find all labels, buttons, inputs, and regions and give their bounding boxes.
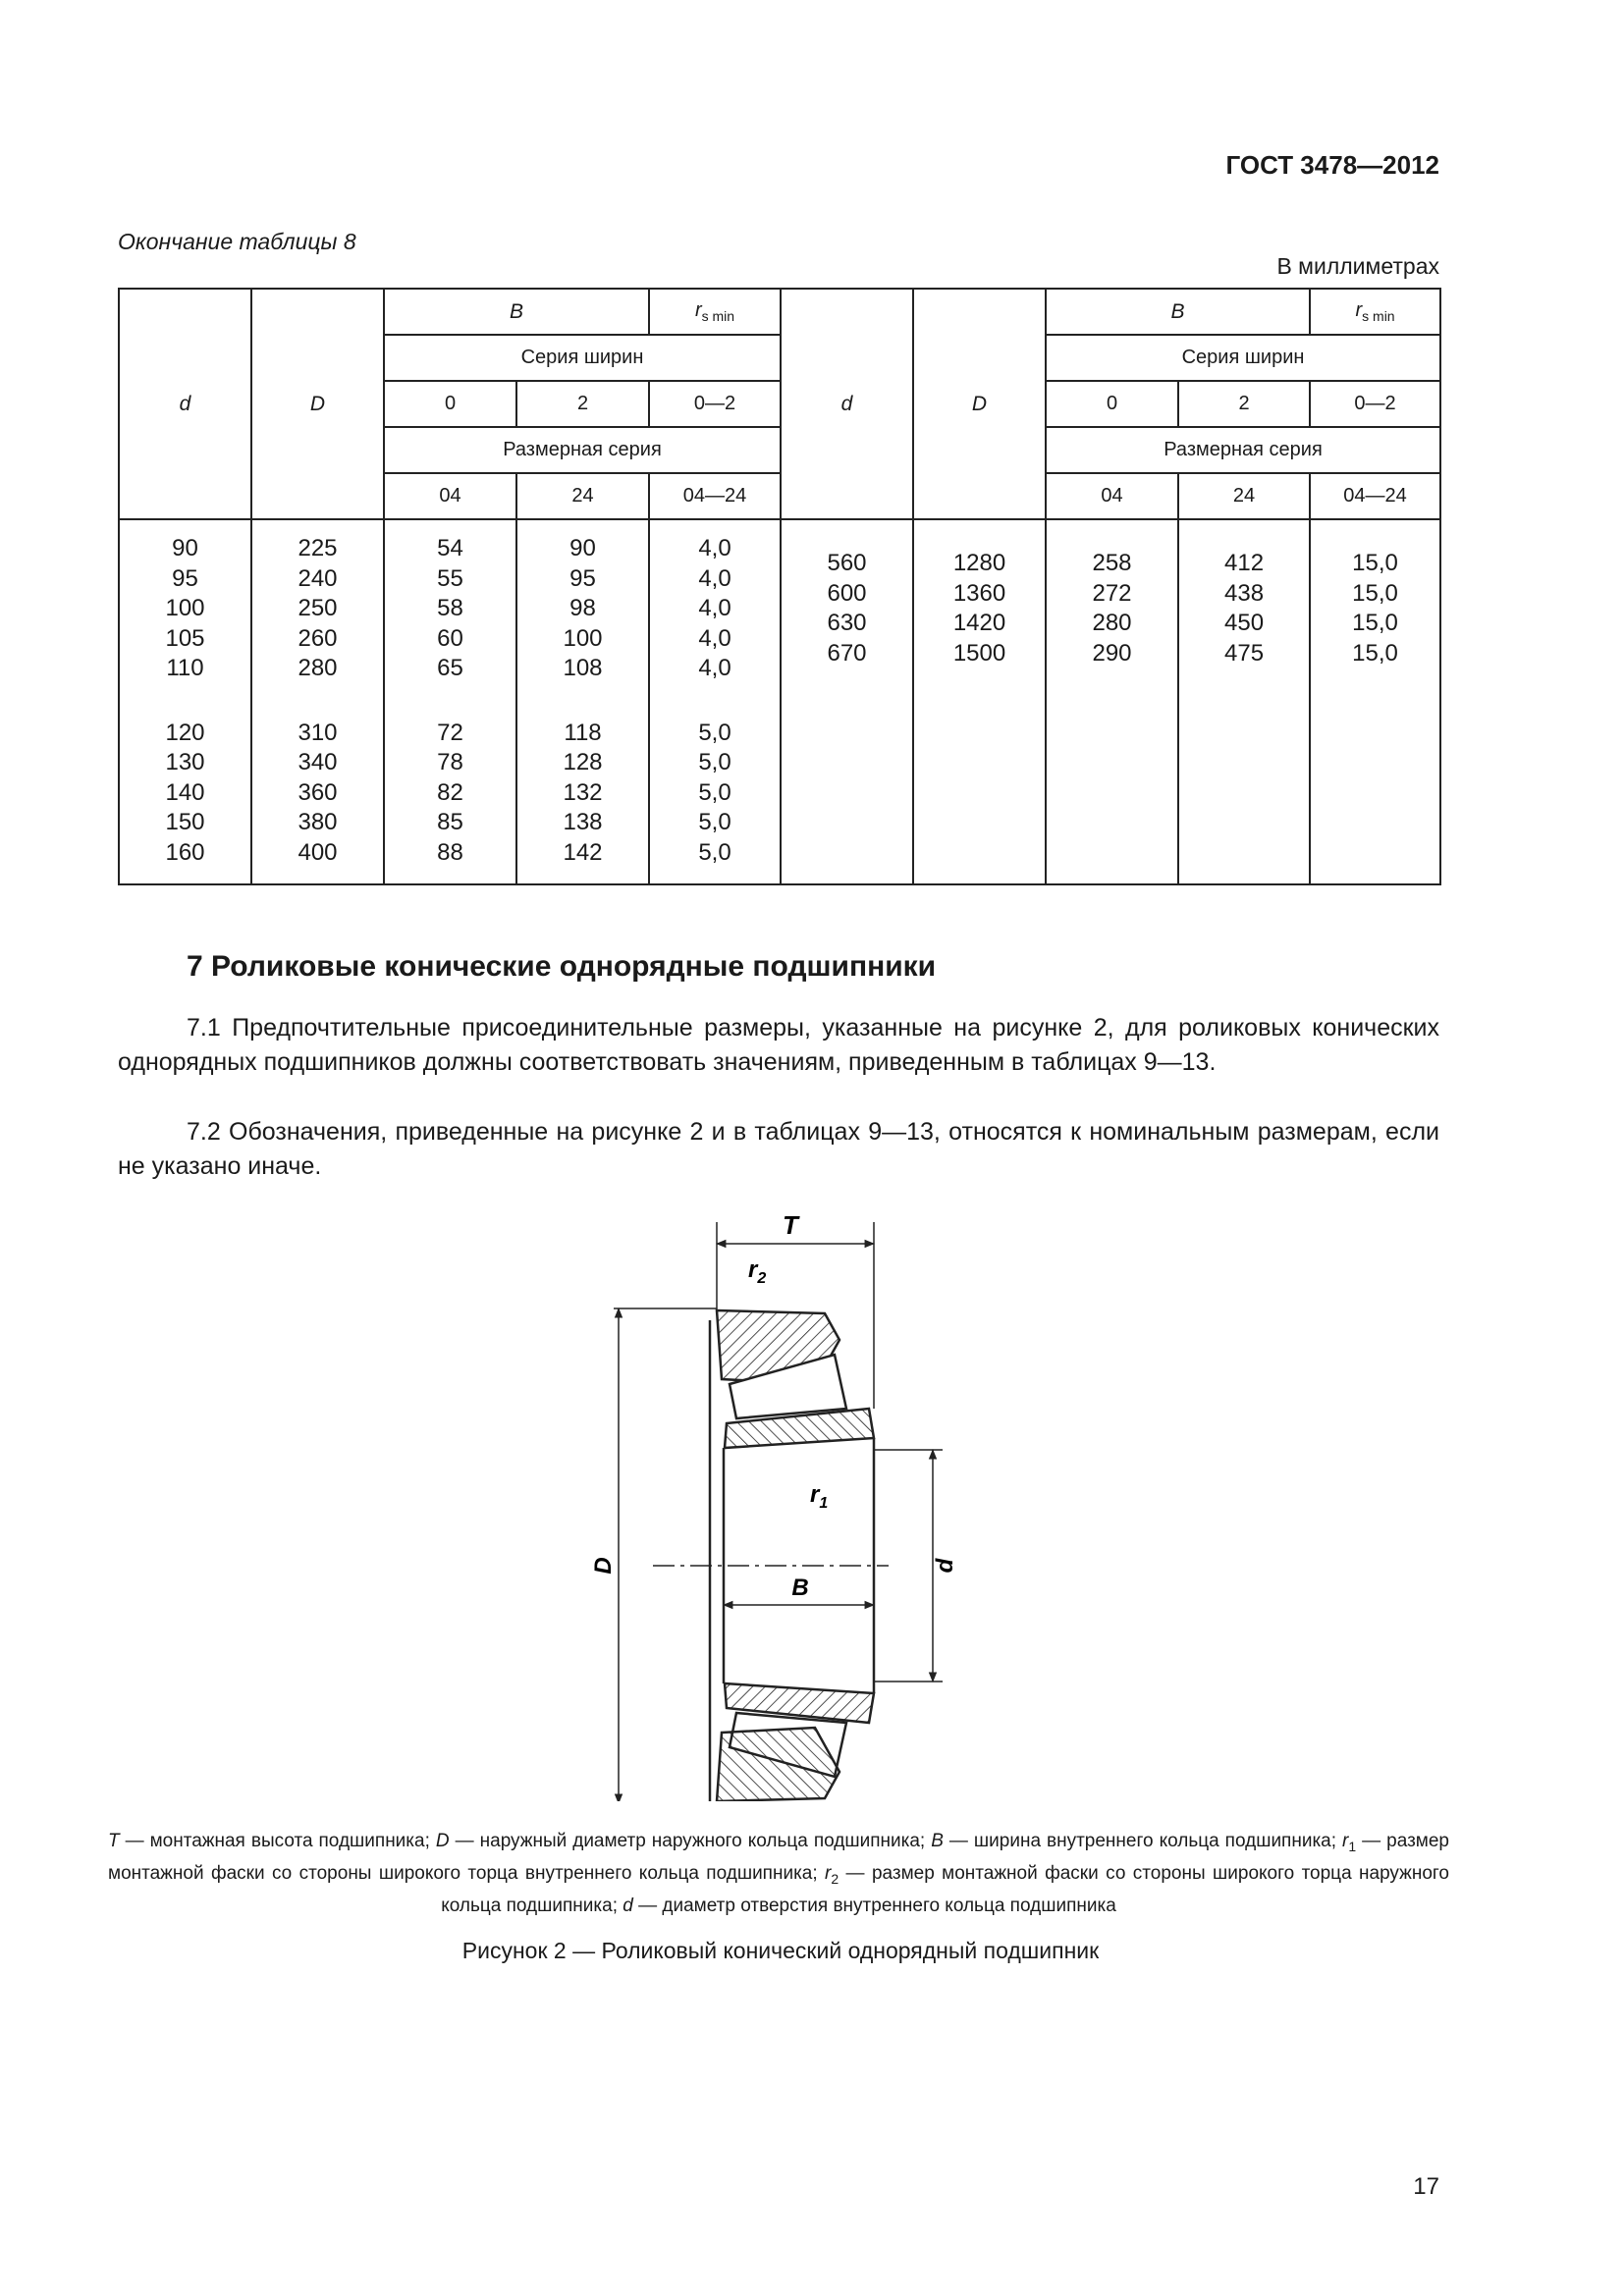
label-d: d — [932, 1558, 958, 1574]
table-cell: 100 — [563, 624, 603, 652]
table-cell: 260 — [298, 624, 338, 652]
header-ds-24: 24 — [516, 473, 649, 519]
table-cell: 105 — [165, 624, 205, 652]
table-cell: 128 — [563, 749, 603, 775]
table-cell: 560 — [827, 550, 867, 576]
table-cell: 82 — [437, 778, 463, 806]
table-cell: 118 — [564, 719, 602, 746]
col-B04-values — [384, 519, 516, 884]
table-cell: 138 — [563, 809, 603, 835]
header-D-right: D — [913, 289, 1046, 519]
header-dim-series: Размерная серия — [384, 427, 781, 473]
header-ds-04-right: 04 — [1046, 473, 1178, 519]
table-cell: 90 — [172, 535, 198, 561]
table-cell: 240 — [298, 564, 338, 592]
table-cell: 670 — [827, 639, 867, 667]
col-B24-values — [516, 519, 649, 884]
table-cell: 5,0 — [698, 838, 731, 866]
header-rs-right: $r_{s min}$ — [1310, 289, 1440, 335]
table-cell: 340 — [298, 749, 338, 775]
table-cell: 290 — [1092, 639, 1132, 667]
header-d: d — [119, 289, 251, 519]
table-cell: 258 — [1092, 550, 1132, 576]
table-cell: 4,0 — [698, 564, 731, 592]
table-cell: 55 — [437, 564, 463, 592]
table-cell: 88 — [437, 838, 463, 866]
table-cell: 15,0 — [1352, 579, 1398, 607]
header-ws-0-2: 0—2 — [649, 381, 781, 427]
table-cell: 120 — [165, 719, 205, 746]
label-r2: $r_2$ — [748, 1256, 767, 1287]
table-cell: 380 — [298, 809, 338, 835]
table-cell: 95 — [569, 564, 596, 592]
table-cell: 5,0 — [698, 719, 731, 746]
header-ws-2: 2 — [516, 381, 649, 427]
table-cell: 85 — [437, 809, 463, 835]
header-width-series: Серия ширин — [384, 335, 781, 381]
table-cell: 78 — [437, 749, 463, 775]
header-D: D — [251, 289, 384, 519]
table-cell: 5,0 — [698, 809, 731, 835]
page-number: 17 — [1413, 2173, 1439, 2200]
section-title: 7 Роликовые конические однорядные подшипники — [187, 950, 937, 983]
table-cell: 130 — [165, 749, 205, 775]
header-ds-04: 04 — [384, 473, 516, 519]
table-cell: 5,0 — [698, 778, 731, 806]
table-cell: 15,0 — [1352, 550, 1398, 576]
label-T: T — [783, 1212, 798, 1240]
table-cell: 600 — [827, 579, 867, 607]
table-cell: 272 — [1092, 579, 1132, 607]
table-cell: 280 — [298, 655, 338, 681]
table-cell: 132 — [563, 778, 603, 806]
table-cell: 438 — [1224, 579, 1265, 607]
table-cell: 225 — [298, 535, 338, 561]
col-d-values — [119, 519, 251, 884]
header-B-right: B — [1046, 289, 1310, 335]
header-ws-0: 0 — [384, 381, 516, 427]
table-cell: 90 — [569, 535, 596, 561]
table-cell: 475 — [1224, 639, 1265, 667]
table-cell: 280 — [1092, 610, 1132, 636]
header-ws-2-right: 2 — [1178, 381, 1310, 427]
table-cell: 5,0 — [698, 749, 731, 775]
header-width-series-right: Серия ширин — [1046, 335, 1440, 381]
table-cell: 140 — [165, 778, 205, 806]
table-cell: 250 — [298, 595, 338, 621]
bearing-drawing — [589, 1212, 1001, 1801]
paragraph-7-2: 7.2 Обозначения, приведенные на рисунке 2 и в таблицах 9—13, относятся к номинальным размерам, если не указано иначе. — [118, 1118, 1439, 1180]
table-cell: 58 — [437, 595, 463, 621]
table-cell: 15,0 — [1352, 610, 1398, 636]
table-cell: 98 — [569, 595, 596, 621]
table-cell: 1420 — [952, 610, 1006, 636]
table-cell: 1280 — [952, 550, 1006, 576]
col-B24-values-right — [1178, 519, 1310, 884]
table-cell: 100 — [165, 595, 205, 621]
dimensions-table — [118, 288, 1439, 885]
table-cell: 630 — [827, 610, 867, 636]
label-r1: $r_1$ — [810, 1481, 829, 1512]
table-cell: 360 — [298, 778, 338, 806]
header-ds-04-24: 04—24 — [649, 473, 781, 519]
figure-caption: Рисунок 2 — Роликовый конический однорядный подшипник — [461, 1938, 1100, 1963]
table-cell: 4,0 — [698, 655, 731, 681]
table-cell: 142 — [563, 838, 603, 866]
col-D-values-right — [913, 519, 1046, 884]
label-D: D — [590, 1557, 617, 1575]
table-cell: 60 — [437, 624, 463, 652]
table-cell: 15,0 — [1352, 639, 1398, 667]
table-cell: 310 — [298, 719, 338, 746]
col-rs-values — [649, 519, 781, 884]
table-cell: 400 — [298, 838, 338, 866]
figure-legend: T — монтажная высота подшипника; D — наружный диаметр наружного кольца подшипника; B — ширина внутреннего кольца подшипника; $r_1$ — размер монтажной фаски со стороны широкого торца внутреннего кольца подшипника; $r_2$ — размер монтажной фаски со стороны широкого торца наружного кольца подшипника; d — диаметр отверстия внутреннего кольца подшипника — [108, 1831, 1449, 1916]
table-cell: 160 — [165, 838, 205, 866]
units-label: В миллиметрах — [1276, 253, 1439, 279]
table-cell: 108 — [563, 655, 603, 681]
header-ds-24-right: 24 — [1178, 473, 1310, 519]
table-cell: 54 — [437, 535, 463, 561]
table-continuation-label: Окончание таблицы 8 — [118, 229, 356, 254]
table-cell: 4,0 — [698, 624, 731, 652]
col-D-values — [251, 519, 384, 884]
col-d-values-right — [781, 519, 913, 884]
header-ws-0-2-right: 0—2 — [1310, 381, 1440, 427]
table-cell: 110 — [166, 655, 204, 681]
standard-code: ГОСТ 3478—2012 — [1225, 150, 1439, 180]
header-d-right: d — [781, 289, 913, 519]
table-cell: 150 — [165, 809, 205, 835]
table-cell: 95 — [172, 564, 198, 592]
header-rs: $r_{s min}$ — [649, 289, 781, 335]
table-cell: 65 — [437, 655, 463, 681]
paragraph-7-1: 7.1 Предпочтительные присоединительные размеры, указанные на рисунке 2, для роликовых конических однорядных подшипников должны соответствовать значениям, приведенным в таблицах 9—13. — [118, 1014, 1439, 1076]
header-B: B — [384, 289, 649, 335]
table-cell: 1500 — [952, 639, 1006, 667]
col-B04-values-right — [1046, 519, 1178, 884]
header-ws-0-right: 0 — [1046, 381, 1178, 427]
table-cell: 4,0 — [698, 535, 731, 561]
table-cell: 72 — [437, 719, 463, 746]
table-cell: 450 — [1224, 610, 1265, 636]
col-rs-values-right — [1310, 519, 1440, 884]
label-B: B — [791, 1575, 809, 1601]
table-cell: 1360 — [952, 579, 1006, 607]
header-dim-series-right: Размерная серия — [1046, 427, 1440, 473]
table-cell: 4,0 — [698, 595, 731, 621]
header-ds-04-24-right: 04—24 — [1310, 473, 1440, 519]
table-cell: 412 — [1224, 550, 1265, 576]
